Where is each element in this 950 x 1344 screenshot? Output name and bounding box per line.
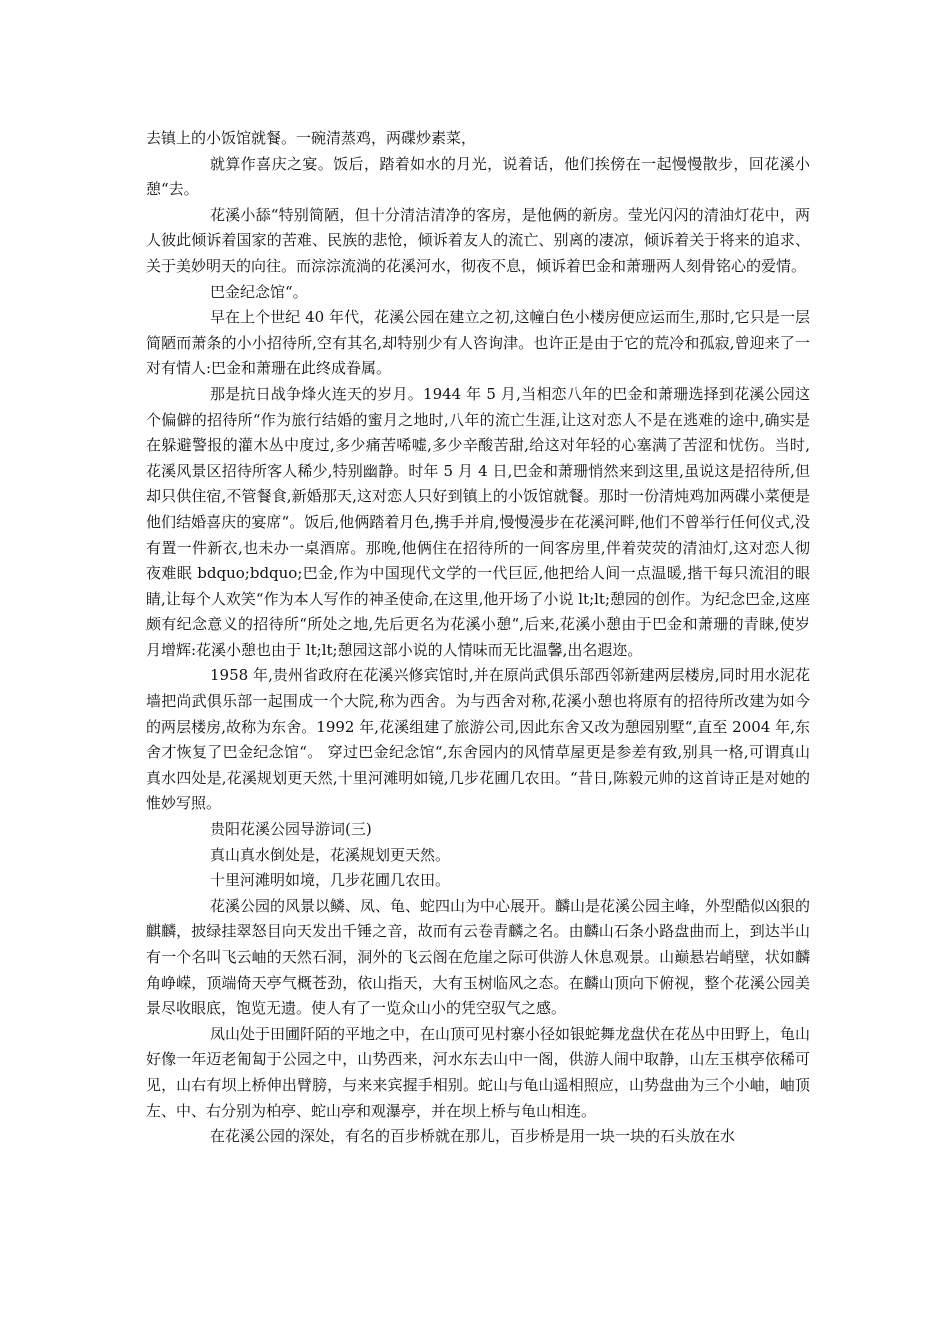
section-heading-guide-3: 贵阳花溪公园导游词(三) — [210, 820, 372, 839]
poem-line-2: 十里河滩明如境，几步花圃几农田。 — [210, 871, 451, 890]
paragraph-12: 凤山处于田圃阡陌的平地之中，在山顶可见村寨小径如银蛇舞龙盘伏在花丛中田野上，龟山好像一年迈老匍匐于公园之中，山势西来，河水东去山中一阁，供游人闹中取静，山左玉棋亭依稀可见，山右有坝上桥伸出臂膀，与来来宾握手相别。蛇山与龟山遥相照应，山势盘曲为三个小岫，岫顶左、中、右分别为柏亭、蛇山亭和观瀑亭，并在坝上桥与龟山相连。 — [146, 1024, 811, 1120]
paragraph-11: 花溪公园的风景以鳞、凤、龟、蛇四山为中心展开。麟山是花溪公园主峰，外型酷似凶狠的麒麟，披绿挂翠怒目向天发出千锤之音，故而有云卷青麟之名。由麟山石条小路盘曲而上，到达半山有一个名叫飞云岫的天然石洞，洞外的飞云阁在危崖之际可供游人休息观景。山巅悬岩峭壁，状如麟角峥嵘，顶端倚天亭气概苍劲，依山指天，大有玉树临风之态。在麟山顶向下俯视，整个花溪公园美景尽收眼底，饱览无遗。使人有了一览众山小的凭空驭气之感。 — [146, 896, 811, 1018]
paragraph-7: 1958 年,贵州省政府在花溪兴修宾馆时,并在原尚武俱乐部西邻新建两层楼房,同时用水泥花墙把尚武俱乐部一起围成一个大院,称为西舍。为与西舍对称,花溪小憩也将原有的招待所改建为如今的两层楼房,故称为东舍。1992 年,花溪组建了旅游公司,因此东舍又改为憩园别墅“,直至 2004 年,东舍才恢复了巴金纪念馆“。 穿过巴金纪念馆“,东舍园内的风情草屋更是参差有致,别具一格,可谓真山真水四处是,花溪规划更天然,十里河滩明如镜,几步花圃几农田。“昔日,陈毅元帅的这首诗正是对她的惟妙写照。 — [146, 666, 810, 813]
paragraph-6: 那是抗日战争烽火连天的岁月。1944 年 5 月,当相恋八年的巴金和萧珊选择到花溪公园这个偏僻的招待所“作为旅行结婚的蜜月之地时,八年的流亡生涯,让这对恋人不是在逃难的途中,确实是在躲避警报的灌木丛中度过,多少痛苦唏嘘,多少辛酸苦甜,给这对年轻的心塞满了苦涩和忧伤。当时,花溪风景区招待所客人稀少,特别幽静。时年 5 月 4 日,巴金和萧珊悄然来到这里,虽说这是招待所,但却只供住宿,不管餐食,新婚那天,这对恋人只好到镇上的小饭馆就餐。那时一份清炖鸡加两碟小菜便是他们结婚喜庆的宴席“。饭后,他俩踏着月色,携手并肩,慢慢漫步在花溪河畔,他们不曾举行任何仪式,没有置一件新衣,也未办一桌酒席。那晚,他俩住在招待所的一间客房里,伴着荧荧的清油灯,这对恋人彻夜难眠 bdquo;bdquo;巴金,作为中国现代文学的一代巨匠,他把给人间一点温暖,揩干每只流泪的眼睛,让每个人欢笑“作为本人写作的神圣使命,在这里,他开场了小说 lt;lt;憩园的创作。为纪念巴金,这座颇有纪念意义的招待所“所处之地,先后更名为花溪小憩“,后来,花溪小憩由于巴金和萧珊的青睐,使岁月增辉:花溪小憩也由于 lt;lt;憩园这部小说的人情味而无比温馨,出名遐迩。 — [146, 384, 810, 659]
paragraph-3: 花溪小舔“特别简陋，但十分清洁清净的客房，是他俩的新房。莹光闪闪的清油灯花中，两人彼此倾诉着国家的苦难、民族的悲怆，倾诉着友人的流亡、别离的凄凉，倾诉着关于将来的追求、关于美妙明天的向往。而淙淙流淌的花溪河水，彻夜不息，倾诉着巴金和萧珊两人刻骨铭心的爱情。 — [146, 205, 810, 275]
document-body — [146, 126, 810, 1150]
paragraph-1: 去镇上的小饭馆就餐。一碗清蒸鸡，两碟炒素菜， — [146, 129, 477, 147]
section-heading-memorial: 巴金纪念馆“。 — [210, 282, 308, 301]
poem-line-1: 真山真水倒处是，花溪规划更天然。 — [210, 845, 451, 864]
paragraph-13: 在花溪公园的深处，有名的百步桥就在那儿，百步桥是用一块一块的石头放在水 — [210, 1127, 736, 1146]
paragraph-2: 就算作喜庆之宴。饭后，踏着如水的月光，说着话，他们挨傍在一起慢慢散步，回花溪小憩“去。 — [146, 154, 810, 199]
paragraph-5: 早在上个世纪 40 年代，花溪公园在建立之初,这幢白色小楼房便应运而生,那时,它只是一层简陋而萧条的小小招待所,空有其名,却特别少有人咨询津。也许正是由于它的荒冷和孤寂,曾迎来了一对有情人:巴金和萧珊在此终成眷属。 — [146, 308, 810, 378]
